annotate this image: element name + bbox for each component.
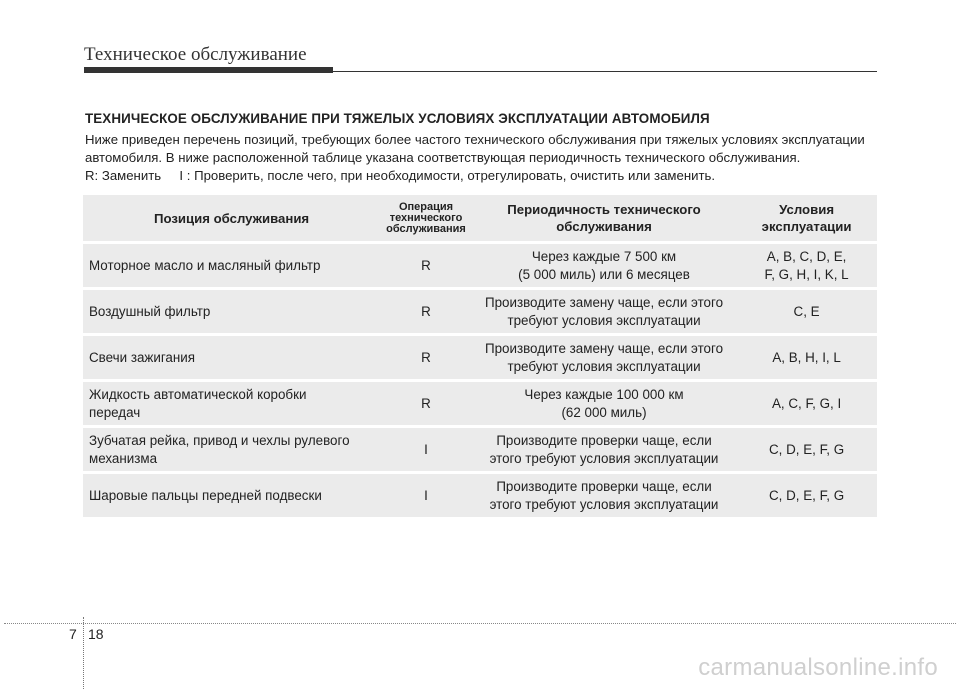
chapter-number: 7 <box>69 626 77 642</box>
table-row <box>83 382 877 425</box>
maintenance-table <box>83 192 877 520</box>
page-header-title: Техническое обслуживание <box>84 44 307 65</box>
table-row <box>83 336 877 379</box>
cell-period: Через каждые 100 000 км (62 000 миль) <box>472 382 736 425</box>
legend-text: R: Заменить I : Проверить, после чего, при необходимости, отрегулировать, очистить или заменить. <box>85 168 716 183</box>
cell-position: Воздушный фильтр <box>83 290 380 333</box>
cell-conditions: C, D, E, F, G <box>736 428 877 471</box>
page-number: 18 <box>88 626 104 642</box>
watermark: carmanualsonline.info <box>698 654 938 681</box>
section-heading: ТЕХНИЧЕСКОЕ ОБСЛУЖИВАНИЕ ПРИ ТЯЖЕЛЫХ УСЛОВИЯХ ЭКСПЛУАТАЦИИ АВТОМОБИЛЯ <box>85 111 710 126</box>
cell-operation: R <box>380 244 472 287</box>
cell-conditions: A, B, H, I, L <box>736 336 877 379</box>
cell-period: Производите замену чаще, если этого требуют условия эксплуатации <box>472 336 736 379</box>
cell-position: Жидкость автоматической коробки передач <box>83 382 380 425</box>
cell-conditions: A, C, F, G, I <box>736 382 877 425</box>
header-rule <box>84 71 877 72</box>
cell-period: Производите замену чаще, если этого требуют условия эксплуатации <box>472 290 736 333</box>
header-period: Периодичность технического обслуживания <box>472 195 736 241</box>
cell-conditions: A, B, C, D, E, F, G, H, I, K, L <box>736 244 877 287</box>
cell-period: Через каждые 7 500 км (5 000 миль) или 6 месяцев <box>472 244 736 287</box>
table-header-row <box>83 195 877 241</box>
table-row <box>83 428 877 471</box>
header-conditions: Условия эксплуатации <box>736 195 877 241</box>
cell-position: Моторное масло и масляный фильтр <box>83 244 380 287</box>
cell-period: Производите проверки чаще, если этого требуют условия эксплуатации <box>472 428 736 471</box>
table-row <box>83 474 877 517</box>
footer-guide-line <box>4 623 956 624</box>
cell-operation: R <box>380 290 472 333</box>
cell-operation: I <box>380 428 472 471</box>
footer-divider <box>83 617 84 689</box>
cell-position: Шаровые пальцы передней подвески <box>83 474 380 517</box>
intro-paragraph: Ниже приведен перечень позиций, требующих более частого технического обслуживания при тяжелых условиях эксплуатации автомобиля. В ниже расположенной таблице указана соответствующая периодичность технического обслуживания. <box>85 132 865 165</box>
cell-operation: R <box>380 382 472 425</box>
cell-period: Производите проверки чаще, если этого требуют условия эксплуатации <box>472 474 736 517</box>
cell-position: Зубчатая рейка, привод и чехлы рулевого механизма <box>83 428 380 471</box>
cell-conditions: C, E <box>736 290 877 333</box>
cell-conditions: C, D, E, F, G <box>736 474 877 517</box>
table-row <box>83 244 877 287</box>
header-accent-bar <box>84 67 333 73</box>
cell-operation: R <box>380 336 472 379</box>
table-row <box>83 290 877 333</box>
cell-operation: I <box>380 474 472 517</box>
cell-position: Свечи зажигания <box>83 336 380 379</box>
header-position: Позиция обслуживания <box>83 195 380 241</box>
header-operation: Операция технического обслуживания <box>380 195 472 241</box>
